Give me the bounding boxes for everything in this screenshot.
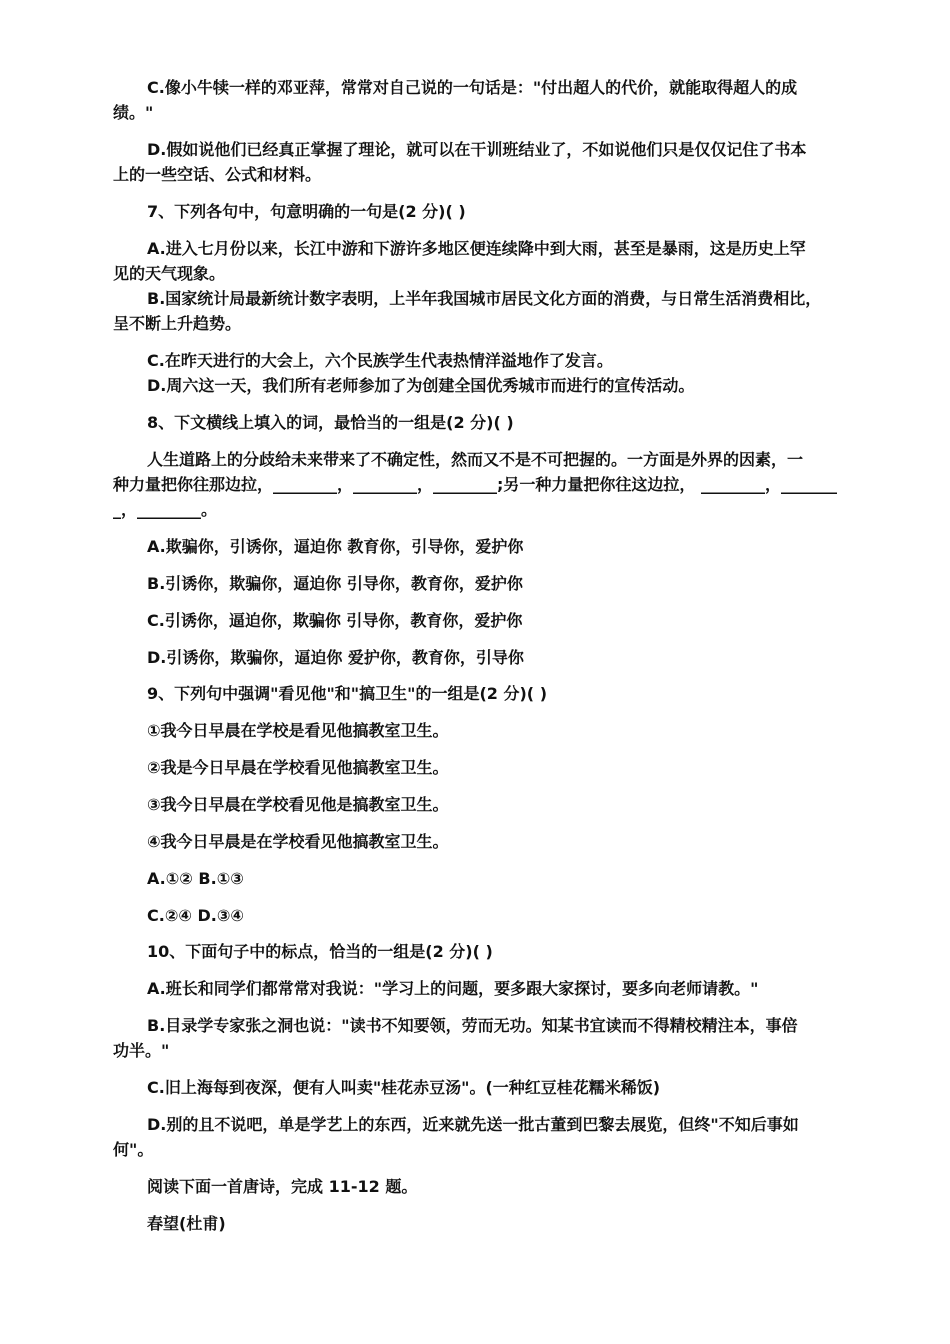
q7-option-a-line-2: 见的天气现象。 xyxy=(113,264,226,283)
q10-option-d-line-1: D.别的且不说吧，单是学艺上的东西，近来就先送一批古董到巴黎去展览，但终"不知后事如 xyxy=(147,1115,799,1134)
q7-option-a-line-1: A.进入七月份以来，长江中游和下游许多地区便连续降中到大雨，甚至是暴雨，这是历史上罕 xyxy=(147,239,806,258)
option-d-line-1: D.假如说他们已经真正掌握了理论，就可以在干训班结业了，不如说他们只是仅仅记住了书本 xyxy=(147,140,807,159)
question-9: 9、下列句中强调"看见他"和"搞卫生"的一组是(2 分)( ) xyxy=(147,684,548,703)
q7-option-d: D.周六这一天，我们所有老师参加了为创建全国优秀城市而进行的宣传活动。 xyxy=(147,376,695,395)
question-7: 7、下列各句中，句意明确的一句是(2 分)( ) xyxy=(147,202,466,221)
option-c-line-1: C.像小牛犊一样的邓亚萍，常常对自己说的一句话是："付出超人的代价，就能取得超人的成 xyxy=(147,78,798,97)
q7-option-b-line-1: B.国家统计局最新统计数字表明，上半年我国城市居民文化方面的消费，与日常生活消费相比， xyxy=(147,289,822,308)
q9-sentence-2: ②我是今日早晨在学校看见他搞教室卫生。 xyxy=(147,758,449,777)
poem-title: 春望(杜甫) xyxy=(147,1214,226,1233)
q8-option-d: D.引诱你，欺骗你，逼迫你 爱护你，教育你，引导你 xyxy=(147,648,524,667)
q10-option-c: C.旧上海每到夜深，便有人叫卖"桂花赤豆汤"。(一种红豆桂花糯米稀饭) xyxy=(147,1078,661,1097)
reading-instruction: 阅读下面一首唐诗，完成 11-12 题。 xyxy=(147,1177,418,1196)
q10-option-b-line-1: B.目录学专家张之洞也说："读书不知要领，劳而无功。知某书宜读而不得精校精注本，事倍 xyxy=(147,1016,798,1035)
q8-option-b: B.引诱你，欺骗你，逼迫你 引导你，教育你，爱护你 xyxy=(147,574,523,593)
q7-option-b-line-2: 呈不断上升趋势。 xyxy=(113,314,242,333)
option-c-line-2: 绩。" xyxy=(113,103,154,122)
option-d-line-2: 上的一些空话、公式和材料。 xyxy=(113,165,322,184)
q8-passage-line-3: _，________。 xyxy=(113,500,218,519)
question-10: 10、下面句子中的标点，恰当的一组是(2 分)( ) xyxy=(147,942,493,961)
q8-option-a: A.欺骗你，引诱你，逼迫你 教育你，引导你，爱护你 xyxy=(147,537,524,556)
q10-option-a: A.班长和同学们都常常对我说："学习上的问题，要多跟大家探讨，要多向老师请教。" xyxy=(147,979,759,998)
q9-options-cd: C.②④ D.③④ xyxy=(147,906,244,925)
q9-options-ab: A.①② B.①③ xyxy=(147,869,244,888)
q10-option-b-line-2: 功半。" xyxy=(113,1041,170,1060)
q7-option-c: C.在昨天进行的大会上，六个民族学生代表热情洋溢地作了发言。 xyxy=(147,351,613,370)
q8-passage-line-2: 种力量把你往那边拉，________，________，________;另一种力量把你往这边拉， ________，_______ xyxy=(113,475,837,494)
question-8: 8、下文横线上填入的词，最恰当的一组是(2 分)( ) xyxy=(147,413,514,432)
q8-option-c: C.引诱你，逼迫你，欺骗你 引导你，教育你，爱护你 xyxy=(147,611,523,630)
q9-sentence-4: ④我今日早晨是在学校看见他搞教室卫生。 xyxy=(147,832,449,851)
q9-sentence-3: ③我今日早晨在学校看见他是搞教室卫生。 xyxy=(147,795,449,814)
q8-passage-line-1: 人生道路上的分歧给未来带来了不确定性，然而又不是不可把握的。一方面是外界的因素，一 xyxy=(147,450,804,469)
q9-sentence-1: ①我今日早晨在学校是看见他搞教室卫生。 xyxy=(147,721,449,740)
q10-option-d-line-2: 何"。 xyxy=(113,1140,154,1159)
